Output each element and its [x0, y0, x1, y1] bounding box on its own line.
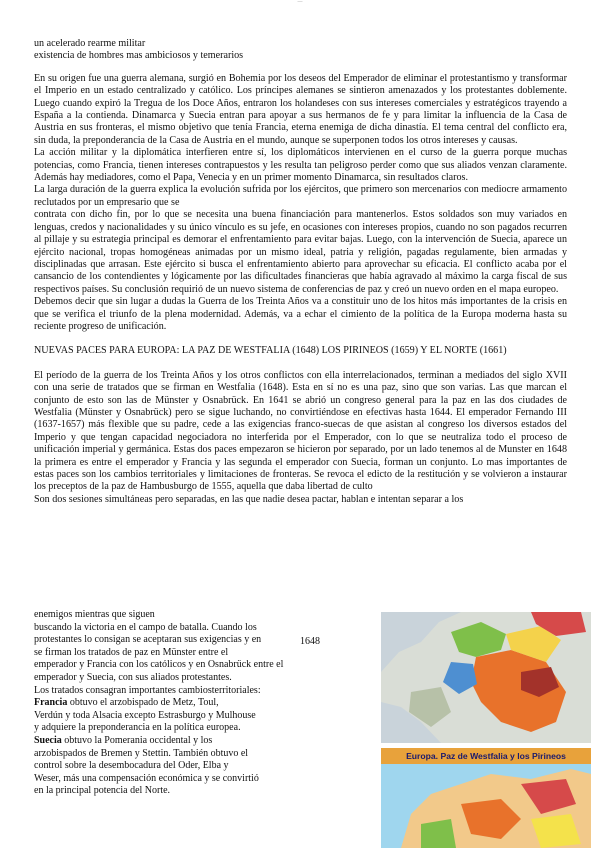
text-line: Verdún y toda Alsacia excepto Estrasburgo y Mulhouse [34, 709, 256, 721]
treaties-column [34, 609, 284, 798]
map-illustration [381, 764, 591, 848]
section-heading: NUEVAS PACES PARA EUROPA: LA PAZ DE WESTFALIA (1648) LOS PIRINEOS (1659) Y EL NORTE (1661) [34, 345, 507, 357]
text-line: Los tratados consagran importantes cambiosterritoriales: [34, 684, 261, 696]
paragraph-armies-cont: contrata con dicho fin, por lo que se necesita una buena financiación para mantenerlos. Estos soldados son muy variados en lenguas, credos y nacionalidades y su único vínculo es su jefe, en ocasiones con intereses propios, cuando no son pagados recurren al pillaje y su estrategia principal es demorar el enfrentamiento para evitar bajas. Luego, con la intervención de Suecia, aparece un ejército nacional, tropas homogéneas animadas por un mismo ideal, patria y religión, pagadas regulamente, bien armadas y disciplinadas que arrasan. Este ejército si busca el enfrentamiento abierto para aprovechar su eficacia. El conflicto acaba por el cansancio de los contendientes y lógicamente por las dificultades financieras que había agravado al máximo la carga fiscal de sus respectivos países. Su conclusión requirió de un nuevo sistema de conferencias de paz y creó un nuevo orden en el mapa europeo. [34, 209, 567, 295]
text-line: Weser, más una compensación económica y se convirtió [34, 772, 259, 784]
sessions-line: Son dos sesiones simultáneas pero separadas, en las que nadie desea pactar, hablan e intentan separar a los [34, 493, 464, 505]
france-line: Francia obtuvo el arzobispado de Metz, Toul, [34, 697, 219, 709]
europe-territorial-map [381, 612, 591, 743]
paragraph-origin: En su origen fue una guerra alemana, surgió en Bohemia por los deseos del Emperador de eliminar el protestantismo y transformar el Imperio en un estado centralizado y católico. Los príncipes alemanes se sintieron amenazados y los protestantes doblemente. Luego cuando expiró la Tregua de los Doce Años, entraron los holandeses con sus intereses comerciales y estratégicos trayendo a España a la contienda. Dinamarca y Suecia entran para apoyar a sus hermanos de fe y para limitar la influencia de la Casa de Austria en sus fronteras, el mismo objetivo que tenía Francia, eterna enemiga de dicha dinastía. El tema central del conflicto era, sin duda, la preponderancia de la Casa de Austria en el mundo, aunque se superponen todos los otros intereses y causas. [34, 72, 567, 146]
main-text-block [34, 38, 567, 506]
text-line: en la principal potencia del Norte. [34, 785, 171, 797]
text-line: control sobre la desembocadura del Oder, Elba y [34, 760, 229, 772]
text-line: y adquiere la preponderancia en la política europea. [34, 722, 241, 734]
text-line: se firman los tratados de paz en Münster entre el [34, 646, 229, 658]
paragraph-westfalia: El período de la guerra de los Treinta Años y los otros conflictos con ella interrelacionados, terminan a mediados del siglo XVII con una serie de tratados que se firman en Westfalia (1648). Esta en sí no es una paz, sino que son varias. Las que marcan el conjunto de esto son las de Münster y Osnabrück. En 1641 se abrió un congreso general para la paz en las dos ciudades de Westfalia (Münster y Osnabrück) pero se sigue luchando, no convirtiéndose en efectivas hasta 1644. El emperador Fernando III (1637-1657) más flexible que su padre, cede a las exigencias franco-suecas de que asistan al congreso los diversos estados del Imperio y que tengan capacidad negociadora no interferida por el Emperador, con lo que se neutraliza todo el proceso de unificación imperial y germánica. Estas dos paces empezaron se hicieron por separado, por un lado tenemos al de Munster en 1648 la primera es entre el emperador y Francia y las segunda el emperador con Suecia, forman un conjunto. Lo mas importantes de estas paces son los cambios territoriales y limitaciones de fronteras. Se revoca el edicto de la restitución y se volvieron a instaurar los preceptos de la paz de Hambusburgo de 1555, aquella que daba libertad de culto [34, 369, 567, 493]
text-line: buscando la victoria en el campo de batalla. Cuando los [34, 621, 257, 633]
text-line: emperador y Suecia, con sus aliados protestantes. [34, 671, 232, 683]
sweden-label: Suecia [34, 734, 62, 746]
intro-line: un acelerado rearme militar [34, 38, 146, 49]
intro-line: existencia de hombres mas ambiciosos y temerarios [34, 50, 244, 62]
page-header-mark: — [297, 0, 303, 5]
map-caption: Europa. Paz de Westfalia y los Pirineos [381, 748, 591, 764]
text-line: arzobispados de Bremen y Stettin. También obtuvo el [34, 747, 249, 759]
paragraph-armies: La larga duración de la guerra explica la evolución sufrida por los ejércitos, que primero son mercenarios con mediocre armamento reclutados por un empresario que se [34, 184, 567, 208]
paragraph-conclusion: Debemos decir que sin lugar a dudas la Guerra de los Treinta Años va a constituir uno de los hitos más importantes de la crisis en que se verifica el triunfo de la plena modernidad. Además, va a echar el cimiento de la política de la Europa moderna hasta su reciente progreso de unificación. [34, 296, 567, 332]
text-line: enemigos mientras que siguen [34, 609, 155, 620]
westfalia-pirineos-map [381, 748, 591, 848]
text-line: emperador y Francia con los católicos y en Osnabrück entre el [34, 659, 284, 671]
text-line: protestantes lo consigan se aceptaran sus exigencias y en [34, 634, 262, 646]
sweden-line: Suecia obtuvo la Pomerania occidental y los [34, 734, 213, 746]
map-illustration [381, 612, 591, 743]
year-note: 1648 [300, 636, 320, 647]
paragraph-diplomacy: La acción militar y la diplomática interfieren entre sí, los diplomáticos intervienen en el curso de la guerra porque muchas potencias, como Francia, tienen intereses contrapuestos y les resulta tan peligroso perder como que sus aliados venzan claramente. Además hay mediadores, como el Papa, Venecia y en un primer momento Dinamarca, sin resultados claros. [34, 147, 567, 184]
france-label: Francia [34, 697, 68, 709]
